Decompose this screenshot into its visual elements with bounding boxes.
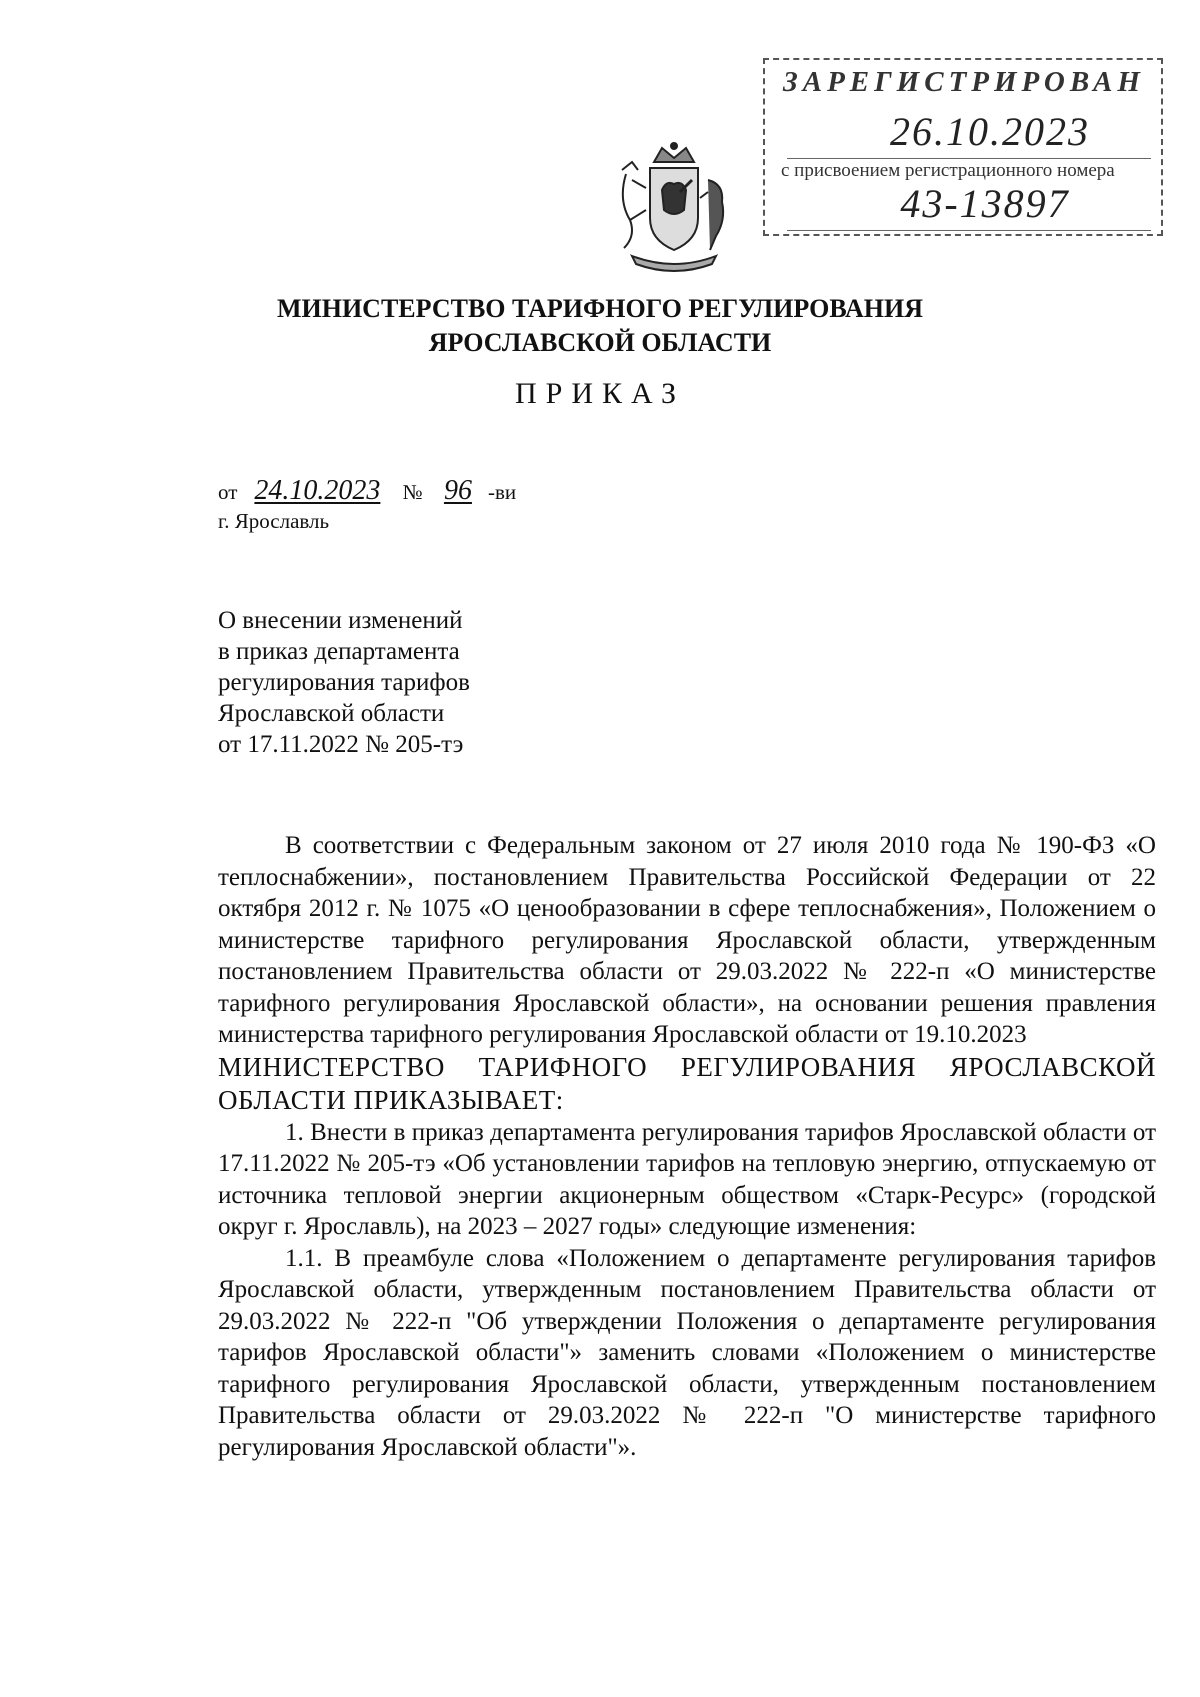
stamp-divider <box>787 158 1151 159</box>
date-prefix: от <box>218 480 238 504</box>
stamp-subtitle: с присвоением регистрационного номера <box>781 160 1115 181</box>
city-name: г. Ярославль <box>218 509 330 533</box>
ministry-name-line2: ЯРОСЛАВСКОЙ ОБЛАСТИ <box>428 328 772 357</box>
subject-line: в приказ департамента <box>218 638 460 665</box>
coat-of-arms-icon <box>612 140 737 275</box>
stamp-registration-number: 43-13897 <box>900 181 1070 226</box>
subject-line: от 17.11.2022 № 205-тэ <box>218 731 464 758</box>
order-date: 24.10.2023 <box>254 475 381 506</box>
stamp-title: ЗАРЕГИСТРИРОВАН <box>783 66 1145 98</box>
order-number: 96 <box>443 475 472 506</box>
item-1-paragraph: 1. Внести в приказ департамента регулирования тарифов Ярославской области от 17.11.2022 № 205-тэ «Об установлении тарифов на тепловую энергию, отпускаемую от источника тепловой энергии акционерным обществом «Старк-Ресурс» (городской округ г. Ярославль), на 2023 – 2027 годы» следующие изменения: <box>218 1118 1156 1240</box>
order-number-suffix: -ви <box>487 480 517 504</box>
decree-statement: МИНИСТЕРСТВО ТАРИФНОГО РЕГУЛИРОВАНИЯ ЯРОСЛАВСКОЙ ОБЛАСТИ ПРИКАЗЫВАЕТ: <box>218 1051 1156 1115</box>
document-type-title: ПРИКАЗ <box>515 377 685 410</box>
number-label: № <box>402 480 423 504</box>
subject-line: Ярославской области <box>218 700 445 727</box>
stamp-date: 26.10.2023 <box>890 109 1090 154</box>
ministry-name-line1: МИНИСТЕРСТВО ТАРИФНОГО РЕГУЛИРОВАНИЯ <box>276 294 924 323</box>
order-body <box>218 830 1156 1463</box>
order-subject <box>218 605 470 760</box>
subject-line: О внесении изменений <box>218 607 463 634</box>
order-dateline <box>218 475 516 507</box>
preamble-paragraph: В соответствии с Федеральным законом от 27 июля 2010 года № 190-ФЗ «О теплоснабжении», постановлением Правительства Российской Федерации от 22 октября 2012 г. № 1075 «О ценообразовании в сфере теплоснабжения», Положением о министерстве тарифного регулирования Ярославской области, утвержденным постановлением Правительства области от 29.03.2022 № 222-п «О министерстве тарифного регулирования Ярославской области», на основании решения правления министерства тарифного регулирования Ярославской области от 19.10.2023 <box>218 832 1156 1048</box>
stamp-divider <box>787 230 1151 231</box>
item-1-1-paragraph: 1.1. В преамбуле слова «Положением о департаменте регулирования тарифов Ярославской области, утвержденным постановлением Правительства области от 29.03.2022 № 222-п "Об утверждении Положения о департаменте регулирования тарифов Ярославской области"» заменить словами «Положением о министерстве тарифного регулирования Ярославской области, утвержденным постановлением Правительства области от 29.03.2022 № 222-п "О министерстве тарифного регулирования Ярославской области"». <box>218 1244 1156 1461</box>
registration-stamp <box>763 58 1163 236</box>
subject-line: регулирования тарифов <box>218 669 470 696</box>
